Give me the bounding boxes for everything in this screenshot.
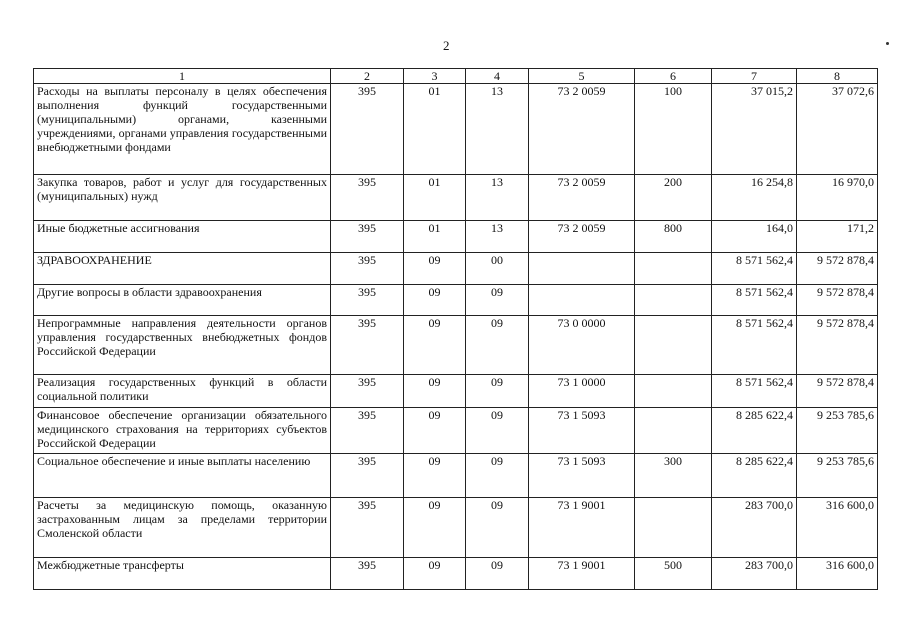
cell-subsection: 09 bbox=[466, 498, 529, 558]
scan-speck bbox=[886, 42, 889, 45]
cell-admin-code: 395 bbox=[331, 253, 404, 285]
cell-expense-type: 100 bbox=[635, 84, 712, 175]
cell-amount-col7: 8 571 562,4 bbox=[712, 285, 797, 316]
table-row bbox=[34, 375, 878, 408]
cell-target-item: 73 2 0059 bbox=[529, 221, 635, 253]
cell-expense-type: 200 bbox=[635, 175, 712, 221]
cell-target-item: 73 1 5093 bbox=[529, 454, 635, 498]
cell-amount-col8: 9 572 878,4 bbox=[797, 316, 878, 375]
cell-amount-col7: 16 254,8 bbox=[712, 175, 797, 221]
cell-amount-col8: 316 600,0 bbox=[797, 558, 878, 590]
cell-target-item: 73 2 0059 bbox=[529, 84, 635, 175]
row-name: Расходы на выплаты персоналу в целях обеспечения выполнения функций государственными (муниципальными) органами, казенными учреждениями, органами управления государственными внебюджетными фондами bbox=[34, 84, 331, 175]
cell-subsection: 09 bbox=[466, 375, 529, 408]
header-row bbox=[34, 69, 878, 84]
cell-subsection: 09 bbox=[466, 558, 529, 590]
cell-section: 01 bbox=[404, 84, 466, 175]
cell-admin-code: 395 bbox=[331, 558, 404, 590]
cell-amount-col8: 171,2 bbox=[797, 221, 878, 253]
table-row bbox=[34, 175, 878, 221]
cell-section: 09 bbox=[404, 498, 466, 558]
cell-admin-code: 395 bbox=[331, 498, 404, 558]
cell-amount-col8: 316 600,0 bbox=[797, 498, 878, 558]
cell-target-item: 73 1 9001 bbox=[529, 558, 635, 590]
cell-expense-type: 300 bbox=[635, 454, 712, 498]
cell-amount-col7: 8 285 622,4 bbox=[712, 454, 797, 498]
table-row bbox=[34, 253, 878, 285]
row-name: Межбюджетные трансферты bbox=[34, 558, 331, 590]
cell-target-item bbox=[529, 253, 635, 285]
table-row bbox=[34, 454, 878, 498]
cell-subsection: 00 bbox=[466, 253, 529, 285]
cell-amount-col7: 283 700,0 bbox=[712, 558, 797, 590]
table-row bbox=[34, 84, 878, 175]
cell-target-item bbox=[529, 285, 635, 316]
header-col-7: 7 bbox=[712, 69, 797, 84]
table-row bbox=[34, 558, 878, 590]
cell-expense-type bbox=[635, 408, 712, 454]
table-row bbox=[34, 221, 878, 253]
row-name: Закупка товаров, работ и услуг для государственных (муниципальных) нужд bbox=[34, 175, 331, 221]
cell-section: 09 bbox=[404, 253, 466, 285]
header-col-5: 5 bbox=[529, 69, 635, 84]
cell-target-item: 73 2 0059 bbox=[529, 175, 635, 221]
table-row bbox=[34, 408, 878, 454]
cell-expense-type bbox=[635, 316, 712, 375]
cell-subsection: 09 bbox=[466, 454, 529, 498]
row-name: Реализация государственных функций в области социальной политики bbox=[34, 375, 331, 408]
cell-target-item: 73 0 0000 bbox=[529, 316, 635, 375]
table-row bbox=[34, 316, 878, 375]
row-name: Иные бюджетные ассигнования bbox=[34, 221, 331, 253]
cell-expense-type: 800 bbox=[635, 221, 712, 253]
cell-target-item: 73 1 9001 bbox=[529, 498, 635, 558]
cell-admin-code: 395 bbox=[331, 175, 404, 221]
cell-admin-code: 395 bbox=[331, 375, 404, 408]
row-name: Социальное обеспечение и иные выплаты населению bbox=[34, 454, 331, 498]
cell-section: 09 bbox=[404, 558, 466, 590]
cell-target-item: 73 1 0000 bbox=[529, 375, 635, 408]
cell-amount-col7: 164,0 bbox=[712, 221, 797, 253]
row-name: ЗДРАВООХРАНЕНИЕ bbox=[34, 253, 331, 285]
cell-section: 09 bbox=[404, 375, 466, 408]
cell-amount-col7: 283 700,0 bbox=[712, 498, 797, 558]
header-col-8: 8 bbox=[797, 69, 878, 84]
cell-amount-col7: 8 571 562,4 bbox=[712, 253, 797, 285]
cell-expense-type bbox=[635, 253, 712, 285]
cell-subsection: 09 bbox=[466, 316, 529, 375]
header-col-1: 1 bbox=[34, 69, 331, 84]
row-name: Финансовое обеспечение организации обязательного медицинского страхования на территориях субъектов Российской Федерации bbox=[34, 408, 331, 454]
budget-table bbox=[33, 68, 878, 590]
header-col-3: 3 bbox=[404, 69, 466, 84]
cell-admin-code: 395 bbox=[331, 408, 404, 454]
row-name: Непрограммные направления деятельности органов управления государственных внебюджетных фондов Российской Федерации bbox=[34, 316, 331, 375]
cell-subsection: 09 bbox=[466, 285, 529, 316]
cell-expense-type: 500 bbox=[635, 558, 712, 590]
cell-section: 09 bbox=[404, 408, 466, 454]
cell-expense-type bbox=[635, 285, 712, 316]
cell-amount-col8: 9 572 878,4 bbox=[797, 375, 878, 408]
header-col-2: 2 bbox=[331, 69, 404, 84]
table-row bbox=[34, 285, 878, 316]
table-row bbox=[34, 498, 878, 558]
cell-section: 09 bbox=[404, 285, 466, 316]
cell-subsection: 13 bbox=[466, 221, 529, 253]
cell-expense-type bbox=[635, 498, 712, 558]
cell-admin-code: 395 bbox=[331, 454, 404, 498]
cell-amount-col7: 8 571 562,4 bbox=[712, 375, 797, 408]
cell-section: 09 bbox=[404, 316, 466, 375]
cell-section: 01 bbox=[404, 175, 466, 221]
cell-subsection: 13 bbox=[466, 84, 529, 175]
header-col-4: 4 bbox=[466, 69, 529, 84]
cell-admin-code: 395 bbox=[331, 316, 404, 375]
cell-target-item: 73 1 5093 bbox=[529, 408, 635, 454]
cell-amount-col7: 8 571 562,4 bbox=[712, 316, 797, 375]
cell-admin-code: 395 bbox=[331, 285, 404, 316]
cell-amount-col7: 37 015,2 bbox=[712, 84, 797, 175]
cell-subsection: 09 bbox=[466, 408, 529, 454]
page-number: 2 bbox=[443, 38, 450, 53]
cell-section: 09 bbox=[404, 454, 466, 498]
cell-section: 01 bbox=[404, 221, 466, 253]
cell-amount-col8: 16 970,0 bbox=[797, 175, 878, 221]
cell-amount-col7: 8 285 622,4 bbox=[712, 408, 797, 454]
cell-amount-col8: 9 572 878,4 bbox=[797, 253, 878, 285]
cell-amount-col8: 9 253 785,6 bbox=[797, 454, 878, 498]
cell-subsection: 13 bbox=[466, 175, 529, 221]
cell-admin-code: 395 bbox=[331, 84, 404, 175]
cell-amount-col8: 9 572 878,4 bbox=[797, 285, 878, 316]
row-name: Расчеты за медицинскую помощь, оказанную застрахованным лицам за пределами территории Смоленской области bbox=[34, 498, 331, 558]
row-name: Другие вопросы в области здравоохранения bbox=[34, 285, 331, 316]
cell-expense-type bbox=[635, 375, 712, 408]
cell-amount-col8: 37 072,6 bbox=[797, 84, 878, 175]
header-col-6: 6 bbox=[635, 69, 712, 84]
cell-amount-col8: 9 253 785,6 bbox=[797, 408, 878, 454]
cell-admin-code: 395 bbox=[331, 221, 404, 253]
